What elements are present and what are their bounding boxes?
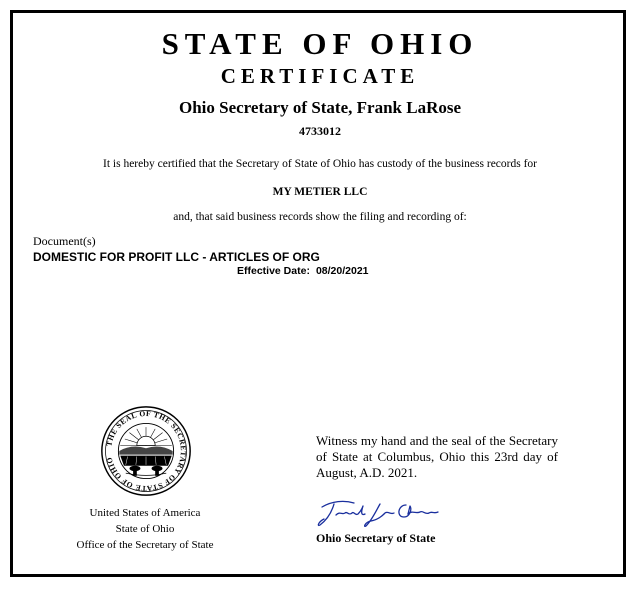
- certification-statement: It is hereby certified that the Secretary of State of Ohio has custody of the business records for: [103, 158, 537, 170]
- effective-date-row: [237, 265, 369, 277]
- office-line: Office of the Secretary of State: [76, 539, 214, 551]
- state-title: STATE OF OHIO: [161, 26, 479, 61]
- state-seal-icon: [100, 405, 192, 497]
- witness-statement: Witness my hand and the seal of the Secretary of State at Columbus, Ohio this 23rd day of August, A.D. 2021.: [316, 433, 558, 480]
- seal-ring-text: THE SEAL OF THE SECRETARY OF STATE OF OHIO: [104, 408, 189, 494]
- documents-label: Document(s): [33, 234, 96, 248]
- signer-title: Ohio Secretary of State: [316, 531, 436, 545]
- secretary-of-state-line: Ohio Secretary of State, Frank LaRose: [178, 98, 462, 117]
- certificate-number: 4733012: [299, 124, 341, 138]
- company-name: MY METIER LLC: [272, 186, 368, 198]
- country-line: United States of America: [89, 507, 201, 519]
- state-line: State of Ohio: [115, 523, 175, 535]
- certificate-heading: CERTIFICATE: [220, 64, 420, 88]
- effective-date-label: Effective Date:: [237, 265, 310, 277]
- records-statement: and, that said business records show the filing and recording of:: [173, 211, 467, 223]
- issuing-office-block: [60, 505, 230, 553]
- effective-date-value: 08/20/2021: [315, 265, 369, 277]
- document-type: DOMESTIC FOR PROFIT LLC - ARTICLES OF ORG: [33, 250, 320, 264]
- signature-icon: [314, 495, 464, 531]
